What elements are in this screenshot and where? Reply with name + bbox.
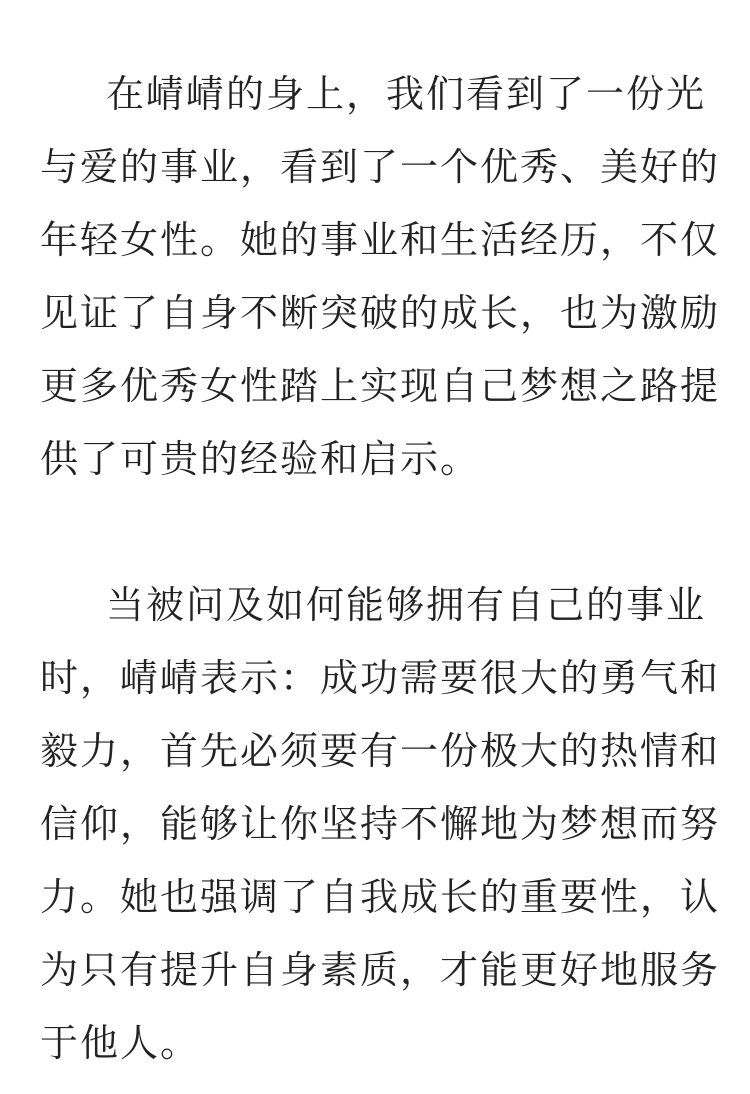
paragraph-line: 见证了自身不断突破的成长，也为激励 (40, 291, 721, 335)
paragraph-line: 年轻女性。她的事业和生活经历，不仅 (40, 218, 721, 262)
paragraph-line: 毅力，首先必须要有一份极大的热情和 (40, 729, 721, 773)
paragraph-line-text: 在崝崝的身上，我们看到了一份光 (106, 72, 707, 116)
paragraph-line: 供了可贵的经验和启示。 (40, 437, 481, 481)
paragraph-line (40, 58, 710, 131)
paragraph-1 (40, 58, 721, 496)
paragraph-line-text: 当被问及如何能够拥有自己的事业 (106, 583, 707, 627)
article-body (40, 58, 721, 1080)
paragraph-line: 与爱的事业，看到了一个优秀、美好的 (40, 145, 721, 189)
paragraph-spacer (40, 496, 710, 569)
paragraph-line: 力。她也强调了自我成长的重要性，认 (40, 875, 721, 919)
paragraph-line: 于他人。 (40, 1021, 201, 1065)
paragraph-line: 时，崝崝表示：成功需要很大的勇气和 (40, 656, 721, 700)
paragraph-2 (40, 569, 721, 1080)
paragraph-line: 为只有提升自身素质，才能更好地服务 (40, 948, 721, 992)
paragraph-line (40, 569, 710, 642)
paragraph-line: 更多优秀女性踏上实现自己梦想之路提 (40, 364, 721, 408)
paragraph-line: 信仰，能够让你坚持不懈地为梦想而努 (40, 802, 721, 846)
